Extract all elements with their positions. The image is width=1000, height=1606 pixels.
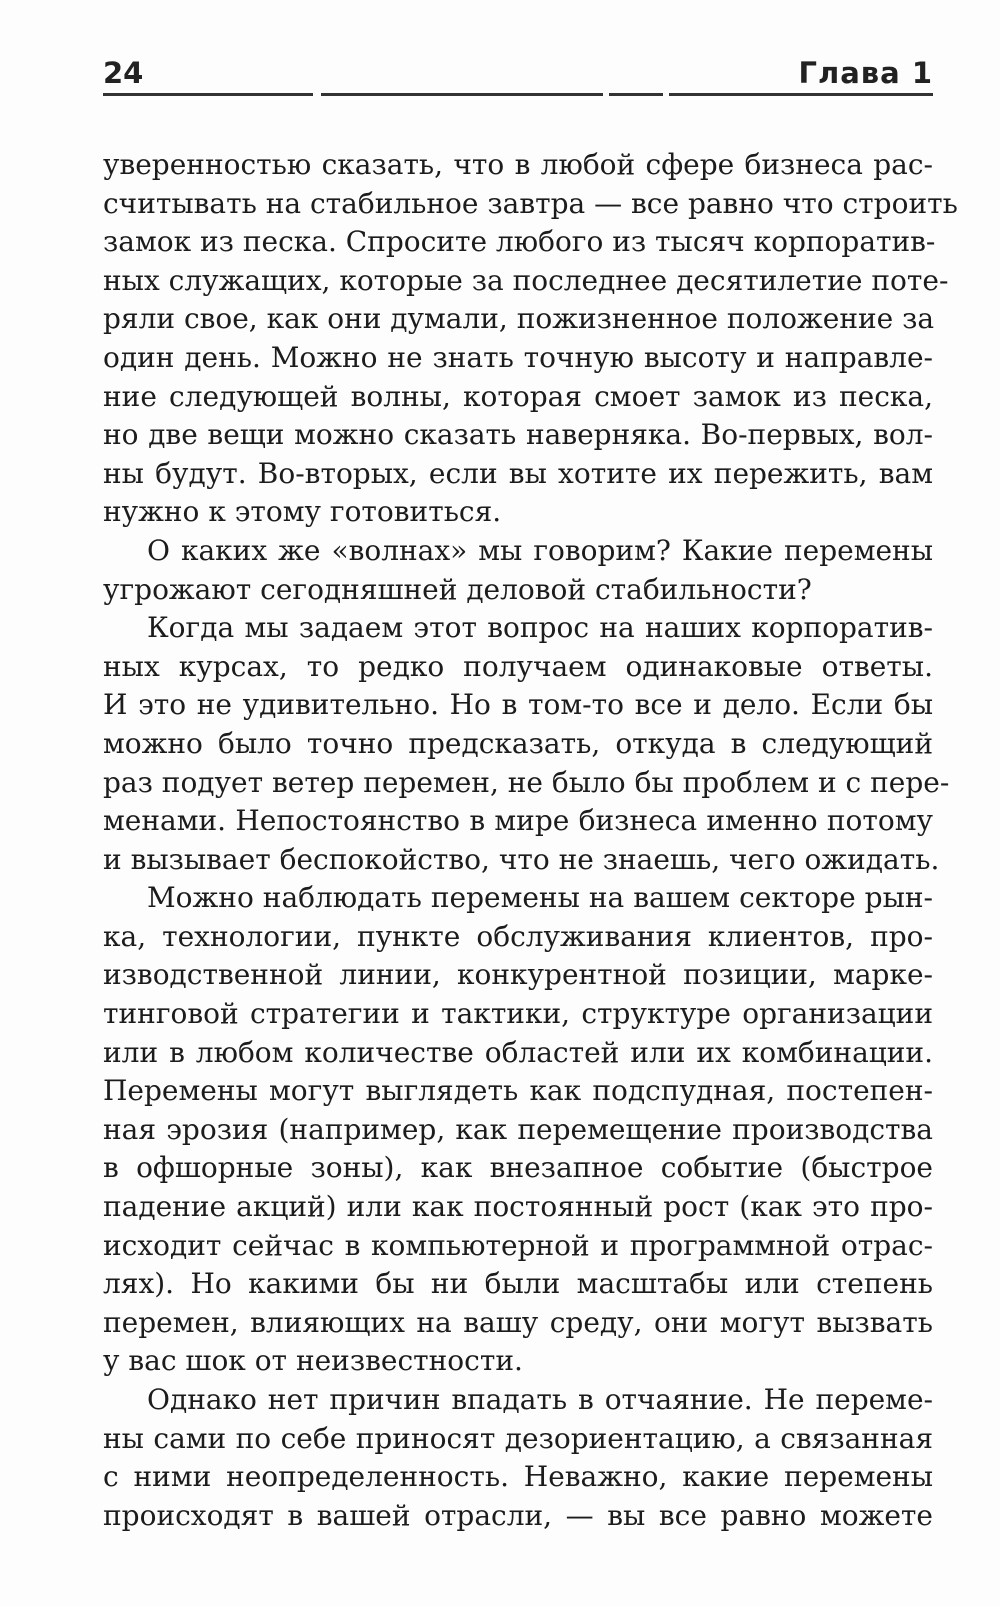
- paragraph: [103, 1381, 933, 1535]
- text-line: в офшорные зоны), как внезапное событие (быстрое: [103, 1151, 933, 1185]
- text-line: перемен, влияющих на вашу среду, они могут вызвать: [103, 1305, 933, 1339]
- text-line: с ними неопределенность. Неважно, какие перемены: [103, 1460, 933, 1494]
- body-text: [103, 146, 958, 1535]
- text-line: ных курсах, то редко получаем одинаковые ответы.: [103, 649, 933, 683]
- text-line: у вас шок от неизвестности.: [103, 1344, 523, 1378]
- text-line: Когда мы задаем этот вопрос на наших корпоратив-: [147, 611, 933, 645]
- page-number: 24: [103, 56, 144, 90]
- text-line: тинговой стратегии и тактики, структуре организации: [103, 997, 933, 1031]
- text-line: падение акций) или как постоянный рост (как это про-: [103, 1190, 933, 1224]
- text-line: раз подует ветер перемен, не было бы проблем и с пере-: [103, 765, 950, 799]
- text-line: считывать на стабильное завтра — все равно что строить: [103, 186, 958, 220]
- text-line: Можно наблюдать перемены на вашем секторе рын-: [147, 881, 933, 915]
- text-line: ных служащих, которые за последнее десятилетие поте-: [103, 263, 949, 297]
- chapter-label: Глава 1: [798, 56, 933, 90]
- text-line: угрожают сегодняшней деловой стабильности?: [103, 572, 812, 606]
- text-line: происходят в вашей отрасли, — вы все равно можете: [103, 1498, 933, 1532]
- running-head: [103, 56, 933, 96]
- text-line: ка, технологии, пункте обслуживания клиентов, про-: [103, 919, 933, 953]
- text-line: один день. Можно не знать точную высоту и направле-: [103, 340, 933, 374]
- text-line: ние следующей волны, которая смоет замок из песка,: [103, 379, 933, 413]
- text-line: И это не удивительно. Но в том-то все и дело. Если бы: [103, 688, 933, 722]
- paragraph: [103, 146, 958, 532]
- text-line: ны будут. Во-вторых, если вы хотите их пережить, вам: [103, 456, 933, 490]
- text-line: О каких же «волнах» мы говорим? Какие перемены: [147, 533, 933, 567]
- text-line: нужно к этому готовиться.: [103, 495, 502, 529]
- text-line: можно было точно предсказать, откуда в следующий: [103, 726, 933, 760]
- text-line: ная эрозия (например, как перемещение производства: [103, 1112, 933, 1146]
- text-line: изводственной линии, конкурентной позиции, марке-: [103, 958, 933, 992]
- paragraph: [103, 879, 933, 1381]
- header-rule: [103, 93, 933, 96]
- paragraph: [103, 609, 950, 879]
- text-line: менами. Непостоянство в мире бизнеса именно потому: [103, 804, 933, 838]
- paragraph: [103, 532, 933, 609]
- text-line: или в любом количестве областей или их комбинации.: [103, 1035, 933, 1069]
- text-line: Однако нет причин впадать в отчаяние. Не переме-: [147, 1383, 933, 1416]
- text-line: и вызывает беспокойство, что не знаешь, чего ожидать.: [103, 842, 940, 876]
- text-line: Перемены могут выглядеть как подспудная, постепен-: [103, 1074, 933, 1108]
- text-line: лях). Но какими бы ни были масштабы или степень: [103, 1267, 933, 1301]
- text-line: замок из песка. Спросите любого из тысяч корпоратив-: [103, 225, 936, 259]
- text-line: ны сами по себе приносят дезориентацию, а связанная: [103, 1421, 933, 1455]
- text-line: уверенностью сказать, что в любой сфере бизнеса рас-: [103, 148, 933, 181]
- text-line: ряли свое, как они думали, пожизненное положение за: [103, 302, 935, 336]
- text-line: но две вещи можно сказать наверняка. Во-первых, вол-: [103, 418, 933, 452]
- text-line: исходит сейчас в компьютерной и программной отрас-: [103, 1228, 933, 1262]
